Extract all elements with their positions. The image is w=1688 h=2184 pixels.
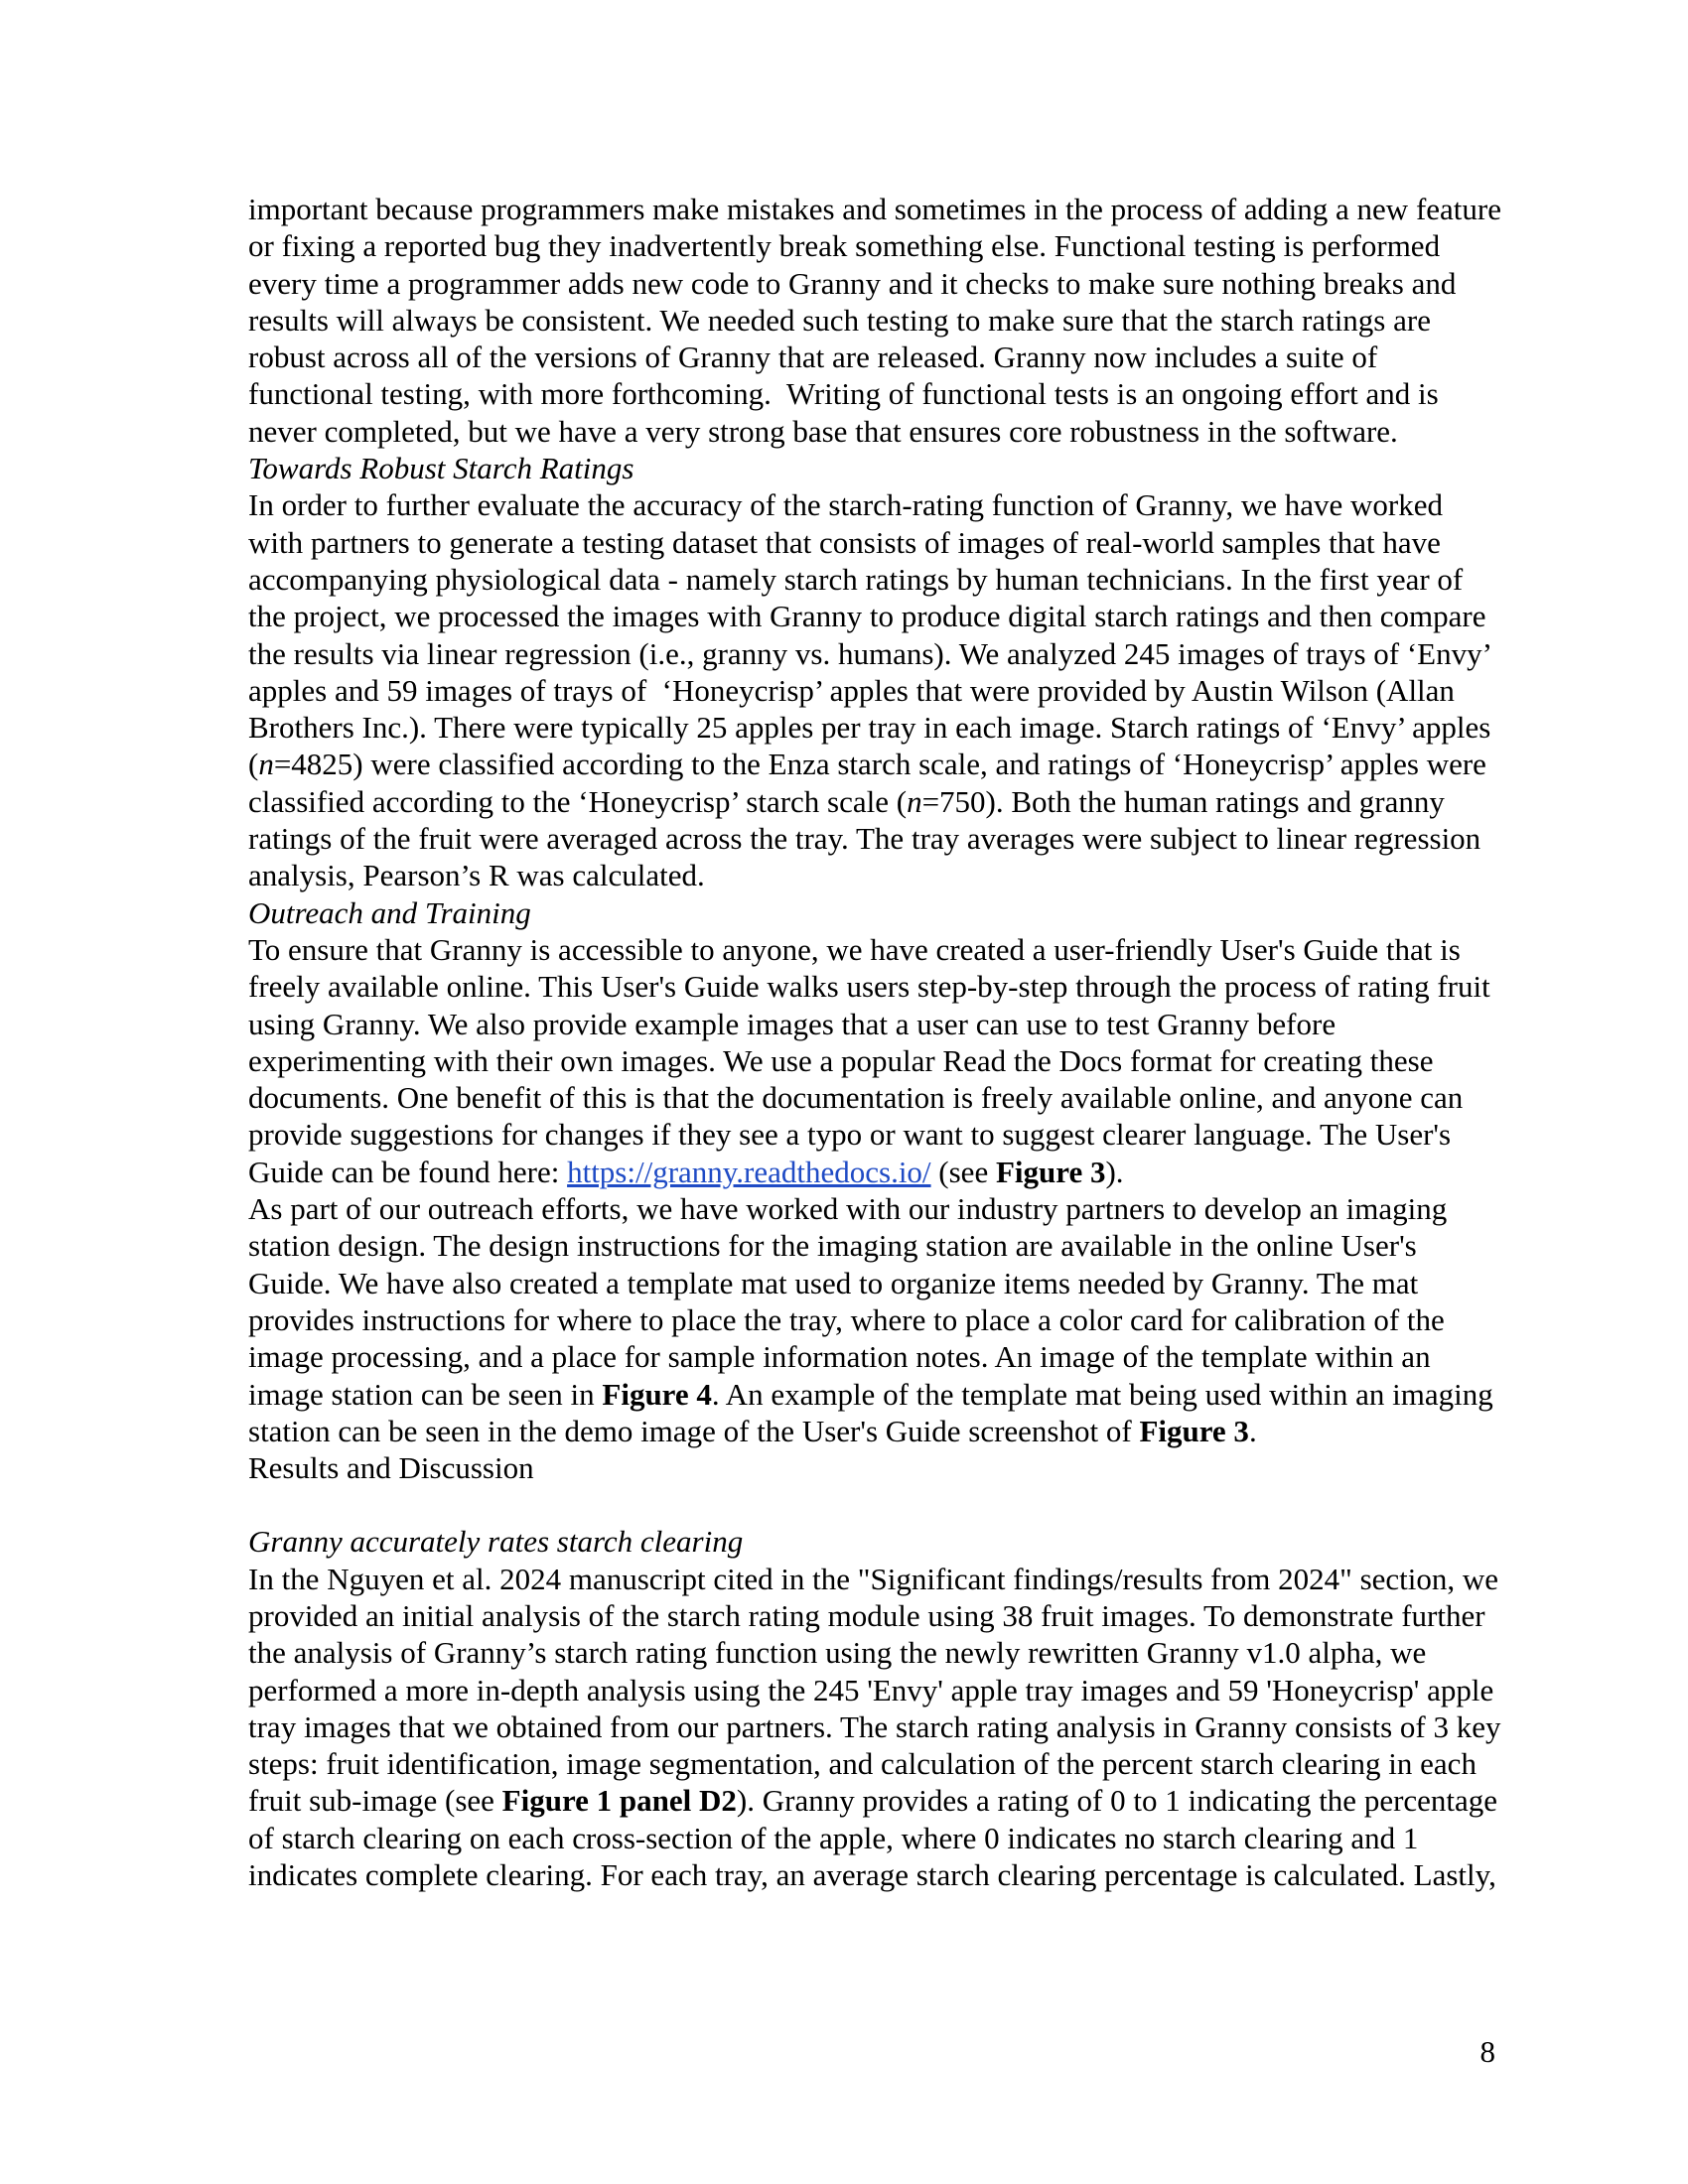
paragraph-text: . An example of the template mat being used within an imaging station can be seen in the demo image of the User's Guide screenshot of	[248, 1376, 1493, 1448]
heading-outreach-and-training: Outreach and Training	[248, 894, 531, 930]
page-number: 8	[1479, 2034, 1495, 2069]
paragraph-text: =4825) were classified according to the Enza starch scale, and ratings of ‘Honeycrisp’ apples were classified according to the ‘Honeycrisp’ starch scale (	[248, 747, 1486, 819]
variable-n: n	[907, 783, 922, 819]
figure-3-reference: Figure 3	[1139, 1413, 1249, 1448]
page-body-text	[248, 191, 1501, 1893]
paragraph-functional-testing	[248, 191, 1501, 450]
paragraph-text: ). Granny provides a rating of 0 to 1 indicating the percentage of starch clearing on each cross-section of the apple, where 0 indicates no starch clearing and 1 indicates complete clearing. For each tray, an average starch clearing percentage is calculated. Lastly,	[248, 1783, 1498, 1893]
paragraph-text: In order to further evaluate the accuracy of the starch-rating function of Granny, we have worked with partners to generate a testing dataset that consists of images of real-world samples that have accompanying physiological data - namely starch ratings by human technicians. In the first year of the project, we processed the images with Granny to produce digital starch ratings and then compare the results via linear regression (i.e., granny vs. humans). We analyzed 245 images of trays of ‘Envy’ apples and 59 images of trays of ‘Honeycrisp’ apples that were provided by Austin Wilson (Allan Brothers Inc.). There were typically 25 apples per tray in each image. Starch ratings of ‘Envy’ apples (	[248, 487, 1491, 782]
paragraph-text: As part of our outreach efforts, we have worked with our industry partners to develop an imaging station design. The design instructions for the imaging station are available in the online User's Guide. We have also created a template mat used to organize items needed by Granny. The mat provides instructions for where to place the tray, where to place a color card for calibration of the image processing, and a place for sample information notes. An image of the template within an image station can be seen in	[248, 1191, 1448, 1412]
paragraph-imaging-station	[248, 1190, 1501, 1449]
figure-3-reference: Figure 3	[995, 1154, 1106, 1189]
users-guide-link[interactable]: https://granny.readthedocs.io/	[567, 1154, 931, 1189]
heading-towards-robust-starch-ratings: Towards Robust Starch Ratings	[248, 451, 634, 486]
paragraph-text: ).	[1105, 1154, 1124, 1189]
figure-4-reference: Figure 4	[602, 1376, 712, 1412]
heading-granny-accurately-rates: Granny accurately rates starch clearing	[248, 1524, 744, 1560]
paragraph-text: .	[1248, 1413, 1257, 1448]
paragraph-text: To ensure that Granny is accessible to anyone, we have created a user-friendly User's Guide that is freely available online. This User's Guide walks users step-by-step through the process of rating fruit using Granny. We also provide example images that a user can use to test Granny before experimenting with their own images. We use a popular Read the Docs format for creating these documents. One benefit of this is that the documentation is freely available online, and anyone can provide suggestions for changes if they see a typo or want to suggest clearer language. The User's Guide can be found here:	[248, 931, 1490, 1189]
paragraph-text: In the Nguyen et al. 2024 manuscript cited in the "Significant findings/results from 2024" section, we provided an initial analysis of the starch rating module using 38 fruit images. To demonstrate further the analysis of Granny’s starch rating function using the newly rewritten Granny v1.0 alpha, we performed a more in-depth analysis using the 245 'Envy' apple tray images and 59 'Honeycrisp' apple tray images that we obtained from our partners. The starch rating analysis in Granny consists of 3 key steps: fruit identification, image segmentation, and calculation of the percent starch clearing in each fruit sub-image (see	[248, 1561, 1501, 1819]
heading-results-and-discussion: Results and Discussion	[248, 1450, 534, 1486]
paragraph-users-guide	[248, 931, 1501, 1190]
paragraph-text: (see	[930, 1154, 996, 1189]
paragraph-starch-rating-evaluation	[248, 486, 1501, 893]
variable-n: n	[258, 747, 274, 782]
paragraph-text: important because programmers make mistakes and sometimes in the process of adding a new feature or fixing a reported bug they inadvertently break something else. Functional testing is performed every time a programmer adds new code to Granny and it checks to make sure nothing breaks and results will always be consistent. We needed such testing to make sure that the starch ratings are robust across all of the versions of Granny that are released. Granny now includes a suite of functional testing, with more forthcoming. Writing of functional tests is an ongoing effort and is never completed, but we have a very strong base that ensures core robustness in the software.	[248, 192, 1501, 449]
paragraph-text: =750). Both the human ratings and granny ratings of the fruit were averaged across the tray. The tray averages were subject to linear regression analysis, Pearson’s R was calculated.	[248, 783, 1481, 893]
figure-1-panel-d2-reference: Figure 1 panel D2	[501, 1783, 737, 1819]
paragraph-starch-clearing-analysis	[248, 1561, 1501, 1894]
